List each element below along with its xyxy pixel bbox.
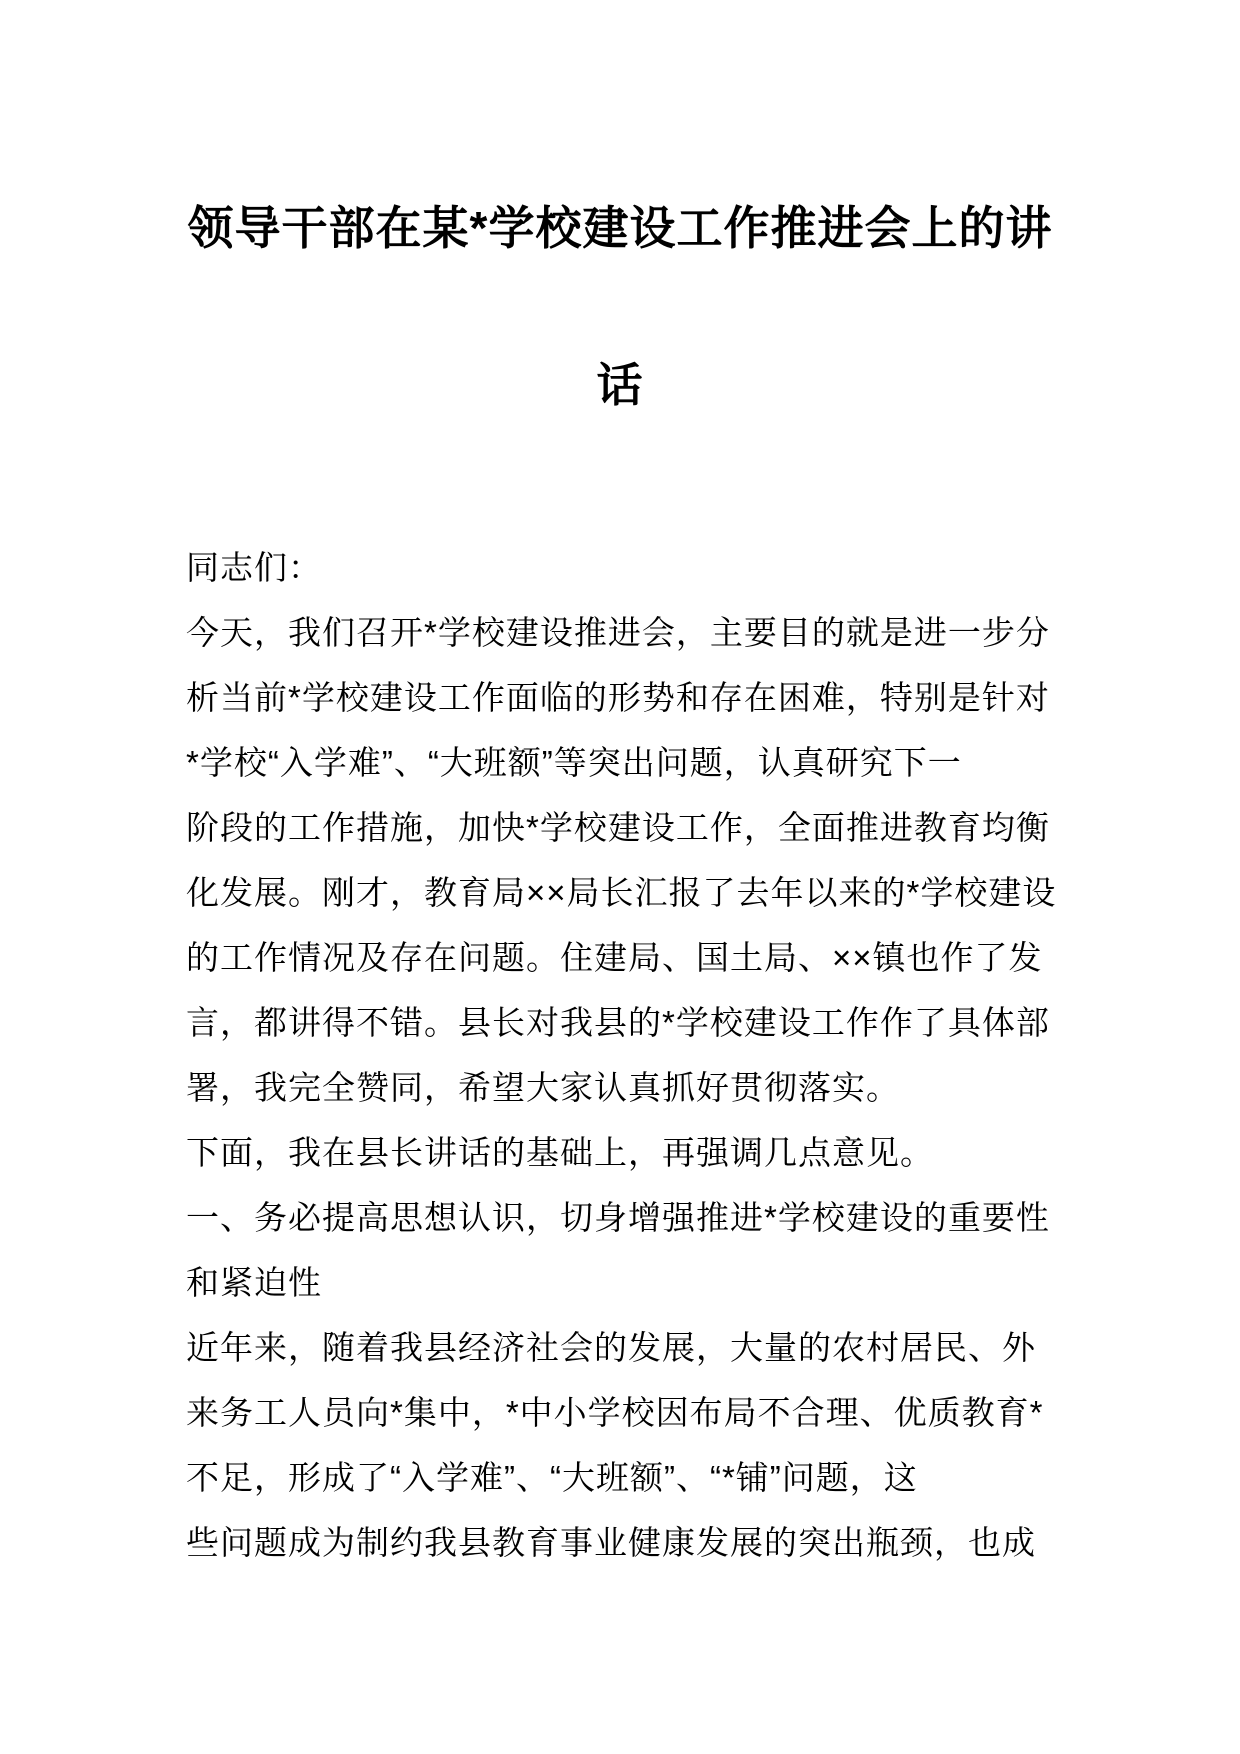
body-line-salutation: 同志们： [186,549,322,586]
document-title [0,150,1240,464]
body-line: 阶段的工作措施，加快*学校建设工作，全面推进教育均衡 [186,809,1050,846]
document-title-line-1: 领导干部在某*学校建设工作推进会上的讲 [187,202,1053,254]
body-line: 些问题成为制约我县教育事业健康发展的突出瓶颈，也成 [186,1524,1036,1561]
body-line: 言，都讲得不错。县长对我县的*学校建设工作作了具体部 [186,1004,1050,1041]
body-line: 下面，我在县长讲话的基础上，再强调几点意见。 [186,1134,934,1171]
body-line: 今天，我们召开*学校建设推进会，主要目的就是进一步分 [186,614,1050,651]
body-line: 的工作情况及存在问题。住建局、国土局、××镇也作了发 [186,939,1043,976]
document-body [186,535,1086,1575]
body-line: 析当前*学校建设工作面临的形势和存在困难，特别是针对 [186,679,1050,716]
body-line: 不足，形成了“入学难”、“大班额”、“*铺”问题，这 [186,1459,918,1496]
body-line-section-heading: 一、务必提高思想认识，切身增强推进*学校建设的重要性 [186,1199,1050,1236]
body-line-section-heading-cont: 和紧迫性 [186,1264,322,1301]
body-line: *学校“入学难”、“大班额”等突出问题，认真研究下一 [186,744,962,781]
body-line: 近年来，随着我县经济社会的发展，大量的农村居民、外 [186,1329,1036,1366]
document-title-line-2: 话 [596,359,644,411]
body-line: 署，我完全赞同，希望大家认真抓好贯彻落实。 [186,1069,900,1106]
body-line: 化发展。刚才，教育局××局长汇报了去年以来的*学校建设 [186,874,1057,911]
body-line: 来务工人员向*集中，*中小学校因布局不合理、优质教育* [186,1394,1044,1431]
